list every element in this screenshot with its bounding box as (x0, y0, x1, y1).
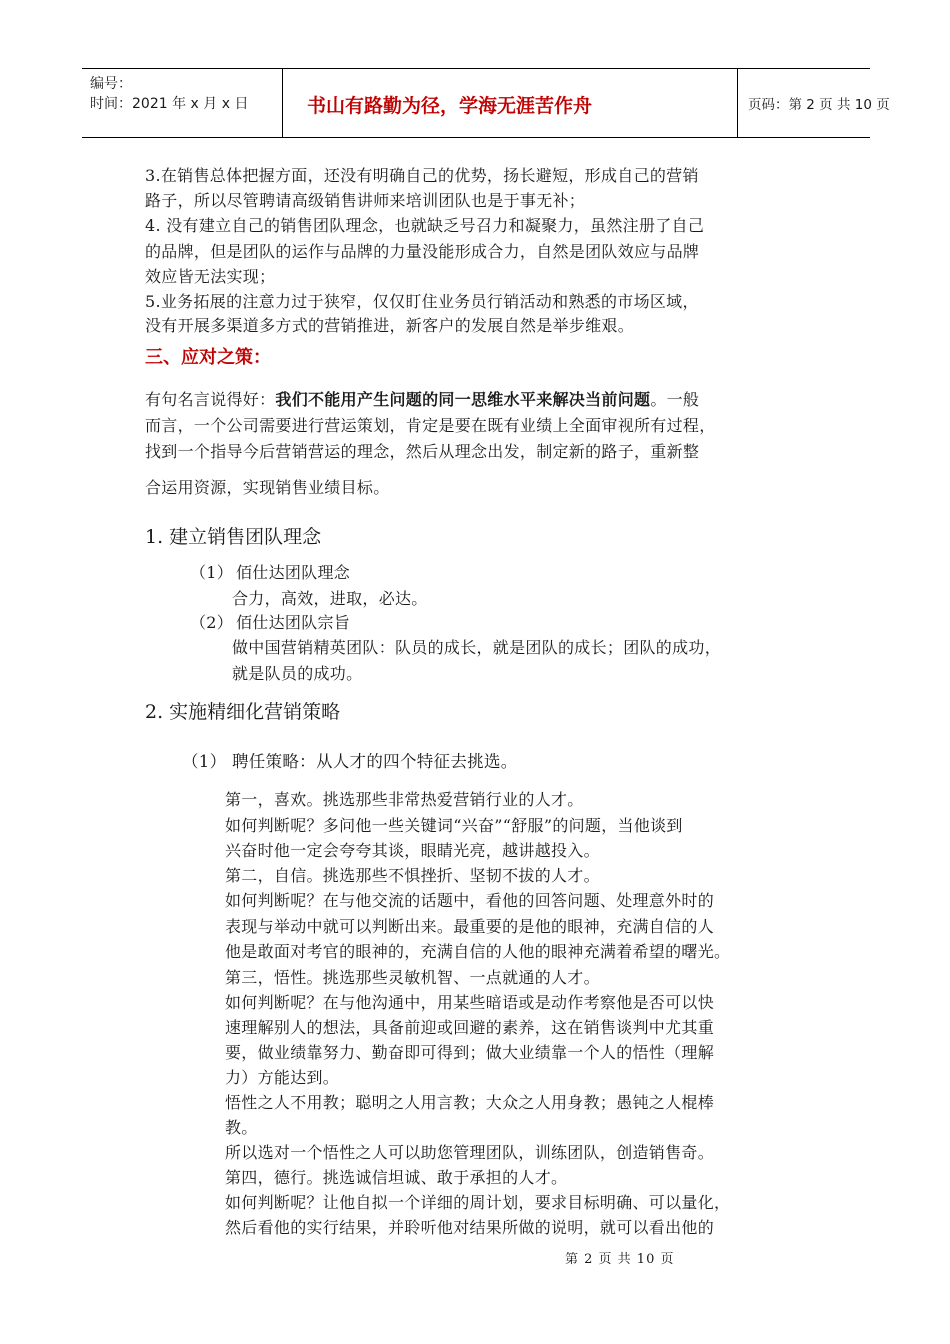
paragraph-line: 4. 没有建立自己的销售团队理念，也就缺乏号召力和凝聚力，虽然注册了自己 (145, 216, 705, 235)
body-line: 第一，喜欢。挑选那些非常热爱营销行业的人才。 (225, 790, 584, 809)
subheading: 1. 建立销售团队理念 (145, 526, 322, 548)
paragraph-line: 没有开展多渠道多方式的营销推进，新客户的发展自然是举步维艰。 (145, 316, 635, 335)
body-line: 第三，悟性。挑选那些灵敏机智、一点就通的人才。 (225, 968, 600, 987)
intro-line (145, 387, 699, 410)
item-title: 佰仕达团队宗旨 (236, 613, 351, 632)
body-line: 教。 (225, 1118, 258, 1137)
header-page-label: 页码：第 2 页 共 10 页 (748, 97, 890, 113)
paragraph-line: 路子，所以尽管聘请高级销售讲师来培训团队也是于事无补； (145, 191, 586, 210)
item-text: 就是队员的成功。 (232, 664, 363, 683)
date-label: 时间：2021 年 x 月 x 日 (90, 96, 249, 112)
intro-line: 而言，一个公司需要进行营运策划，肯定是要在既有业绩上全面审视所有过程， (145, 416, 716, 435)
item-text: 做中国营销精英团队：队员的成长，就是团队的成长；团队的成功， (232, 638, 722, 657)
intro-quote: 我们不能用产生问题的同一思维水平来解决当前问题 (275, 390, 651, 409)
item-number: （1） (190, 563, 234, 582)
page-header (82, 68, 890, 138)
body-line: 如何判断呢？在与他交流的话题中，看他的回答问题、处理意外时的 (225, 891, 715, 910)
section-heading: 三、应对之策： (145, 347, 271, 368)
body-line: 然后看他的实行结果，并聆听他对结果所做的说明，就可以看出他的 (225, 1218, 715, 1237)
body-line: 要，做业绩靠努力、勤奋即可得到；做大业绩靠一个人的悟性（理解 (225, 1043, 715, 1062)
body-line: 第四，德行。挑选诚信坦诚、敢于承担的人才。 (225, 1168, 568, 1187)
body-line: 如何判断呢？让他自拟一个详细的周计划，要求目标明确、可以量化， (225, 1193, 731, 1212)
header-motto: 书山有路勤为径，学海无涯苦作舟 (307, 95, 593, 117)
subheading: 2. 实施精细化营销策略 (145, 701, 341, 723)
body-line: 他是敢面对考官的眼神的，充满自信的人他的眼神充满着希望的曙光。 (225, 942, 731, 961)
header-motto-cell (283, 69, 738, 137)
intro-text: 有句名言说得好： (145, 390, 276, 409)
header-meta (82, 69, 283, 137)
body-line: 兴奋时他一定会夸夸其谈，眼睛光亮，越讲越投入。 (225, 841, 600, 860)
intro-text: 。一般 (650, 390, 700, 409)
body-line: 如何判断呢？多问他一些关键词“兴奋”“舒服”的问题，当他谈到 (225, 816, 683, 835)
paragraph-line: 效应皆无法实现； (145, 267, 276, 286)
paragraph-line: 的品牌，但是团队的运作与品牌的力量没能形成合力，自然是团队效应与品牌 (145, 242, 700, 261)
intro-line: 合运用资源，实现销售业绩目标。 (145, 478, 390, 497)
page-footer: 第 2 页 共 10 页 (565, 1252, 675, 1267)
paragraph-line: 3.在销售总体把握方面，还没有明确自己的优势，扬长避短，形成自己的营销 (145, 166, 699, 185)
body-line: 如何判断呢？在与他沟通中，用某些暗语或是动作考察他是否可以快 (225, 993, 715, 1012)
body-line: 第二，自信。挑选那些不惧挫折、坚韧不拔的人才。 (225, 866, 600, 885)
body-line: 速理解别人的想法，具备前迎或回避的素养，这在销售谈判中尤其重 (225, 1018, 715, 1037)
paragraph-line: 5.业务拓展的注意力过于狭窄，仅仅盯住业务员行销活动和熟悉的市场区域， (145, 292, 699, 311)
body-line: 力）方能达到。 (225, 1068, 340, 1087)
intro-line: 找到一个指导今后营销营运的理念，然后从理念出发，制定新的路子，重新整 (145, 442, 700, 461)
body-line: 表现与举动中就可以判断出来。最重要的是他的眼神，充满自信的人 (225, 917, 715, 936)
item-title: 佰仕达团队理念 (236, 563, 351, 582)
item-number: （2） (190, 613, 234, 632)
number-label: 编号： (90, 76, 132, 92)
strategy-title: （1） 聘任策略：从人才的四个特征去挑选。 (182, 752, 518, 771)
body-line: 悟性之人不用教；聪明之人用言教；大众之人用身教；愚钝之人棍棒 (225, 1093, 715, 1112)
item-text: 合力，高效，进取，必达。 (232, 589, 428, 608)
body-line: 所以选对一个悟性之人可以助您管理团队，训练团队，创造销售奇。 (225, 1143, 715, 1162)
